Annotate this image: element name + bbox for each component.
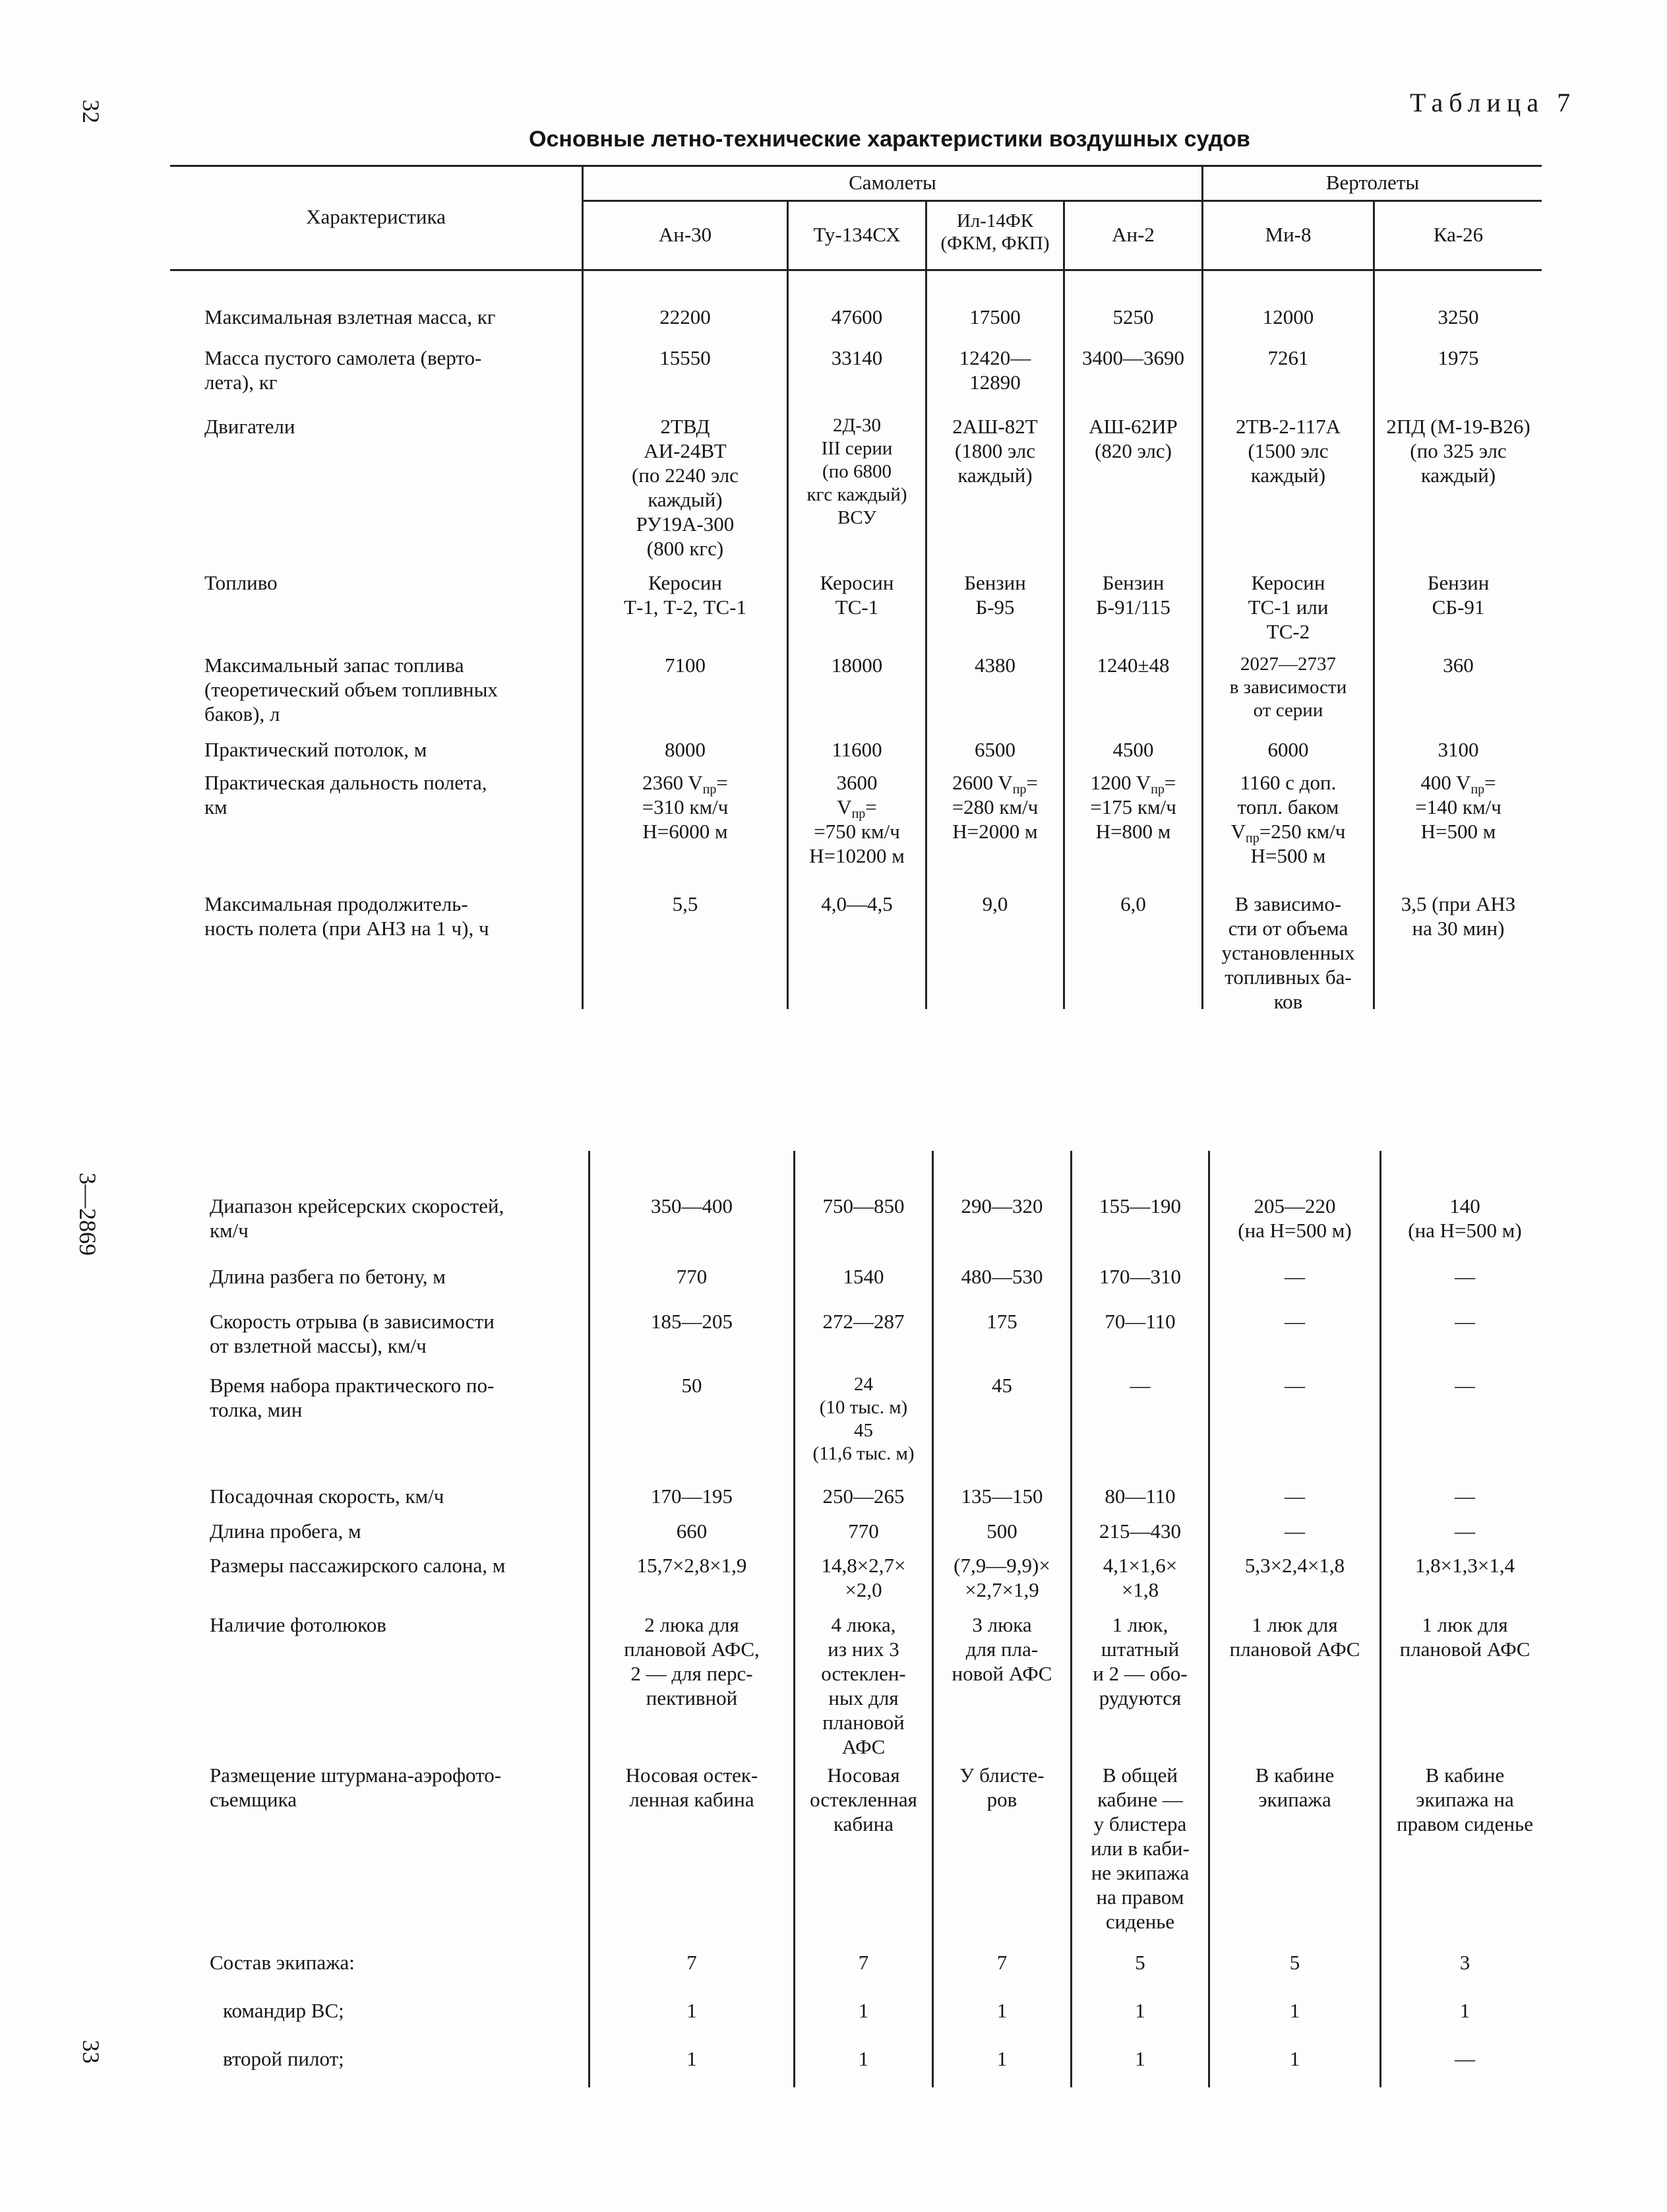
- table-cell: 1: [858, 1999, 869, 2022]
- table-cell: 170—195: [651, 1485, 733, 1508]
- table-cell: 4500: [1112, 738, 1154, 761]
- table-cell: 155—190: [1099, 1194, 1181, 1217]
- print-code: 3—2869: [75, 1173, 101, 1256]
- table-cell: 750—850: [822, 1194, 905, 1217]
- group-header-rule: [582, 200, 1542, 202]
- table-cell: 24 (10 тыс. м) 45 (11,6 тыс. м): [812, 1374, 915, 1464]
- table-cell: 3 люка для пла- новой АФС: [952, 1613, 1052, 1685]
- table-cell: 1 люк для плановой АФС: [1229, 1613, 1360, 1661]
- row-label: Наличие фотолюков: [210, 1613, 386, 1636]
- table-cell: —: [1455, 2047, 1475, 2070]
- table-cell: 1: [1135, 1999, 1145, 2022]
- table-cell: 1: [1289, 2047, 1300, 2070]
- row-label: второй пилот;: [223, 2047, 344, 2070]
- table-cell: 7: [996, 1951, 1008, 1974]
- table-cell: 1160 с доп. топл. баком $V_{пр}=250$ км/ч Н=500 м: [1230, 771, 1346, 867]
- table-cell: 1: [686, 1999, 697, 2022]
- table-cell: 5,5: [672, 892, 698, 915]
- table-cell: 205—220 (на Н=500 м): [1238, 1194, 1352, 1242]
- table-cell: 185—205: [651, 1310, 733, 1333]
- table-cell: В кабине экипажа на правом сиденье: [1397, 1764, 1533, 1835]
- table-cell: 4,1×1,6× ×1,8: [1103, 1554, 1178, 1601]
- header-aircraft: Ан-2: [1112, 223, 1155, 246]
- table-cell: 11600: [832, 738, 882, 761]
- right-page-number: 33: [78, 2040, 104, 2064]
- table-cell: —: [1455, 1485, 1475, 1508]
- table-cell: 135—150: [961, 1485, 1043, 1508]
- table-cell: 9,0: [982, 892, 1008, 915]
- header-aircraft: Ми-8: [1265, 223, 1312, 246]
- row-label: Диапазон крейсерских скоростей, км/ч: [210, 1194, 504, 1242]
- table-cell: —: [1285, 1374, 1305, 1397]
- row-label: Состав экипажа:: [210, 1951, 355, 1974]
- header-airplanes-group: Самолеты: [849, 171, 936, 194]
- table-cell: 215—430: [1099, 1520, 1181, 1543]
- table-cell: 1: [686, 2047, 697, 2070]
- table-cell: 1,8×1,3×1,4: [1414, 1554, 1515, 1577]
- table-cell: —: [1285, 1310, 1305, 1333]
- table-cell: 1: [996, 2047, 1008, 2070]
- table-cell: 2027—2737 в зависимости от серии: [1229, 654, 1347, 721]
- table-cell: 47600: [831, 305, 883, 328]
- table-cell: 5: [1289, 1951, 1300, 1974]
- row-label: командир ВС;: [223, 1999, 344, 2022]
- row-label: Практический потолок, м: [204, 738, 427, 761]
- table-cell: (7,9—9,9)× ×2,7×1,9: [954, 1554, 1050, 1601]
- row-label: Скорость отрыва (в зависимости от взлетной массы), км/ч: [210, 1310, 495, 1357]
- table-cell: 290—320: [961, 1194, 1043, 1217]
- table-cell: 1: [996, 1999, 1008, 2022]
- table-cell: Керосин ТС-1 или ТС-2: [1248, 571, 1329, 643]
- table-cell: 22200: [659, 305, 711, 328]
- table-cell: 12420— 12890: [959, 346, 1031, 394]
- table-cell: 5250: [1112, 305, 1154, 328]
- table-cell: У блисте- ров: [959, 1764, 1045, 1811]
- header-aircraft: Ка-26: [1433, 223, 1484, 246]
- table-cell: 6000: [1267, 738, 1309, 761]
- table-cell: 500: [986, 1520, 1017, 1543]
- header-helicopters-group: Вертолеты: [1325, 171, 1420, 194]
- table-cell: —: [1285, 1265, 1305, 1288]
- table-cell: 1200 $V_{пр}=$ =175 км/ч Н=800 м: [1090, 771, 1176, 843]
- table-cell: 1: [858, 2047, 869, 2070]
- row-label: Максимальная продолжитель- ность полета (при АНЗ на 1 ч), ч: [204, 892, 489, 940]
- row-label: Практическая дальность полета, км: [204, 771, 487, 818]
- table-cell: 7: [686, 1951, 697, 1974]
- table-cell: 45: [992, 1374, 1012, 1397]
- table-cell: 1975: [1438, 346, 1479, 369]
- row-label: Топливо: [204, 571, 278, 594]
- table-cell: —: [1130, 1374, 1151, 1397]
- header-characteristic: Характеристика: [306, 205, 446, 228]
- table-cell: 1240±48: [1097, 654, 1170, 677]
- table-cell: —: [1455, 1310, 1475, 1333]
- header-bottom-rule: [170, 269, 1542, 271]
- table-cell: —: [1285, 1520, 1305, 1543]
- table-cell: 12000: [1262, 305, 1314, 328]
- table-cell: 3600 $V_{пр}=$ =750 км/ч Н=10200 м: [809, 771, 905, 867]
- header-aircraft: Ан-30: [658, 223, 712, 246]
- table-cell: 4380: [975, 654, 1015, 677]
- table-cell: 6,0: [1120, 892, 1146, 915]
- table-cell: В общей кабине — у блистера или в каби- не экипажа на правом сиденье: [1091, 1764, 1190, 1933]
- table-cell: 2АШ-82Т (1800 элс каждый): [952, 415, 1038, 487]
- table-cell: Бензин Б-91/115: [1095, 571, 1171, 619]
- table-cell: 2600 $V_{пр}=$ =280 км/ч Н=2000 м: [952, 771, 1039, 843]
- table-cell: Бензин Б-95: [964, 571, 1026, 619]
- table-cell: 8000: [665, 738, 706, 761]
- table-cell: 770: [848, 1520, 879, 1543]
- table-cell: 770: [676, 1265, 708, 1288]
- table-cell: 1: [1459, 1999, 1470, 2022]
- table-cell: 350—400: [651, 1194, 733, 1217]
- table-cell: Керосин Т-1, Т-2, ТС-1: [624, 571, 746, 619]
- table-cell: 7100: [665, 654, 706, 677]
- row-label: Масса пустого самолета (верто- лета), кг: [204, 346, 482, 394]
- row-label: Максимальная взлетная масса, кг: [204, 305, 496, 328]
- table-cell: 50: [681, 1374, 702, 1397]
- table-cell: —: [1455, 1374, 1475, 1397]
- table-cell: 80—110: [1105, 1485, 1176, 1508]
- row-label: Максимальный запас топлива (теоретический объем топливных баков), л: [204, 654, 498, 725]
- table-cell: 5,3×2,4×1,8: [1244, 1554, 1345, 1577]
- table-cell: 480—530: [961, 1265, 1043, 1288]
- row-label: Посадочная скорость, км/ч: [210, 1485, 444, 1508]
- table-cell: 3,5 (при АНЗ на 30 мин): [1401, 892, 1516, 940]
- table-cell: 170—310: [1099, 1265, 1181, 1288]
- row-label: Двигатели: [204, 415, 295, 438]
- table-cell: 175: [986, 1310, 1017, 1333]
- table-cell: 2360 $V_{пр}=$ =310 км/ч Н=6000 м: [642, 771, 729, 843]
- table-cell: 1 люк, штатный и 2 — обо- рудуются: [1093, 1613, 1188, 1709]
- row-label: Размеры пассажирского салона, м: [210, 1554, 506, 1577]
- table-cell: 2 люка для плановой АФС, 2 — для перс- пективной: [624, 1613, 760, 1709]
- table-cell: 2ТВ-2-117А (1500 элс каждый): [1236, 415, 1341, 487]
- table-cell: 18000: [831, 654, 883, 677]
- table-cell: Носовая остек- ленная кабина: [625, 1764, 758, 1811]
- table-cell: 3250: [1438, 305, 1479, 328]
- table-cell: 15550: [659, 346, 711, 369]
- table-cell: 3100: [1438, 738, 1479, 761]
- table-cell: 7261: [1267, 346, 1309, 369]
- table-cell: 1540: [843, 1265, 884, 1288]
- table-cell: Керосин ТС-1: [820, 571, 894, 619]
- table-cell: 1 люк для плановой АФС: [1399, 1613, 1531, 1661]
- row-label: Размещение штурмана-аэрофото- съемщика: [210, 1764, 502, 1811]
- table-top-rule: [170, 165, 1542, 167]
- table-cell: 14,8×2,7× ×2,0: [821, 1554, 906, 1601]
- table-cell: 3: [1459, 1951, 1470, 1974]
- table-cell: 15,7×2,8×1,9: [636, 1554, 747, 1577]
- table-cell: 140 (на Н=500 м): [1408, 1194, 1522, 1242]
- table-cell: 400 $V_{пр}=$ =140 км/ч Н=500 м: [1415, 771, 1501, 843]
- table-cell: 4,0—4,5: [821, 892, 893, 915]
- header-aircraft: Ил-14ФК (ФКМ, ФКП): [940, 210, 1050, 254]
- table-cell: 33140: [831, 346, 883, 369]
- table-cell: 5: [1135, 1951, 1145, 1974]
- table-cell: 2ТВД АИ-24ВТ (по 2240 элс каждый) РУ19А-300 (800 кгс): [632, 415, 739, 560]
- table-cell: 1: [1289, 1999, 1300, 2022]
- table-cell: 2ПД (М-19-В26) (по 325 элс каждый): [1386, 415, 1531, 487]
- table-cell: 250—265: [822, 1485, 905, 1508]
- table-cell: 660: [676, 1520, 708, 1543]
- table-title: Основные летно-технические характеристики воздушных судов: [529, 127, 1250, 152]
- table-cell: 2Д-30 III серии (по 6800 кгс каждый) ВСУ: [806, 415, 907, 528]
- table-cell: 3400—3690: [1082, 346, 1184, 369]
- table-cell: Носовая остекленная кабина: [810, 1764, 917, 1835]
- table-cell: 70—110: [1105, 1310, 1176, 1333]
- row-label: Время набора практического по- толка, мин: [210, 1374, 495, 1421]
- table-cell: 4 люка, из них 3 остеклен- ных для плановой АФС: [821, 1613, 906, 1758]
- row-label: Длина пробега, м: [210, 1520, 361, 1543]
- row-label: Длина разбега по бетону, м: [210, 1265, 446, 1288]
- table-label: Таблица 7: [1410, 88, 1577, 117]
- table-cell: 17500: [969, 305, 1021, 328]
- table-cell: АШ-62ИР (820 элс): [1089, 415, 1178, 462]
- table-cell: 272—287: [822, 1310, 905, 1333]
- table-cell: —: [1455, 1520, 1475, 1543]
- header-aircraft: Ту-134СХ: [813, 223, 901, 246]
- table-cell: 360: [1443, 654, 1474, 677]
- table-cell: 1: [1135, 2047, 1145, 2070]
- table-cell: Бензин СБ-91: [1427, 571, 1490, 619]
- table-cell: 6500: [975, 738, 1015, 761]
- left-page-number: 32: [78, 100, 104, 123]
- table-cell: 7: [858, 1951, 869, 1974]
- table-cell: —: [1455, 1265, 1475, 1288]
- table-cell: В кабине экипажа: [1255, 1764, 1335, 1811]
- table-cell: —: [1285, 1485, 1305, 1508]
- table-cell: В зависимо- сти от объема установленных топливных ба- ков: [1221, 892, 1355, 1013]
